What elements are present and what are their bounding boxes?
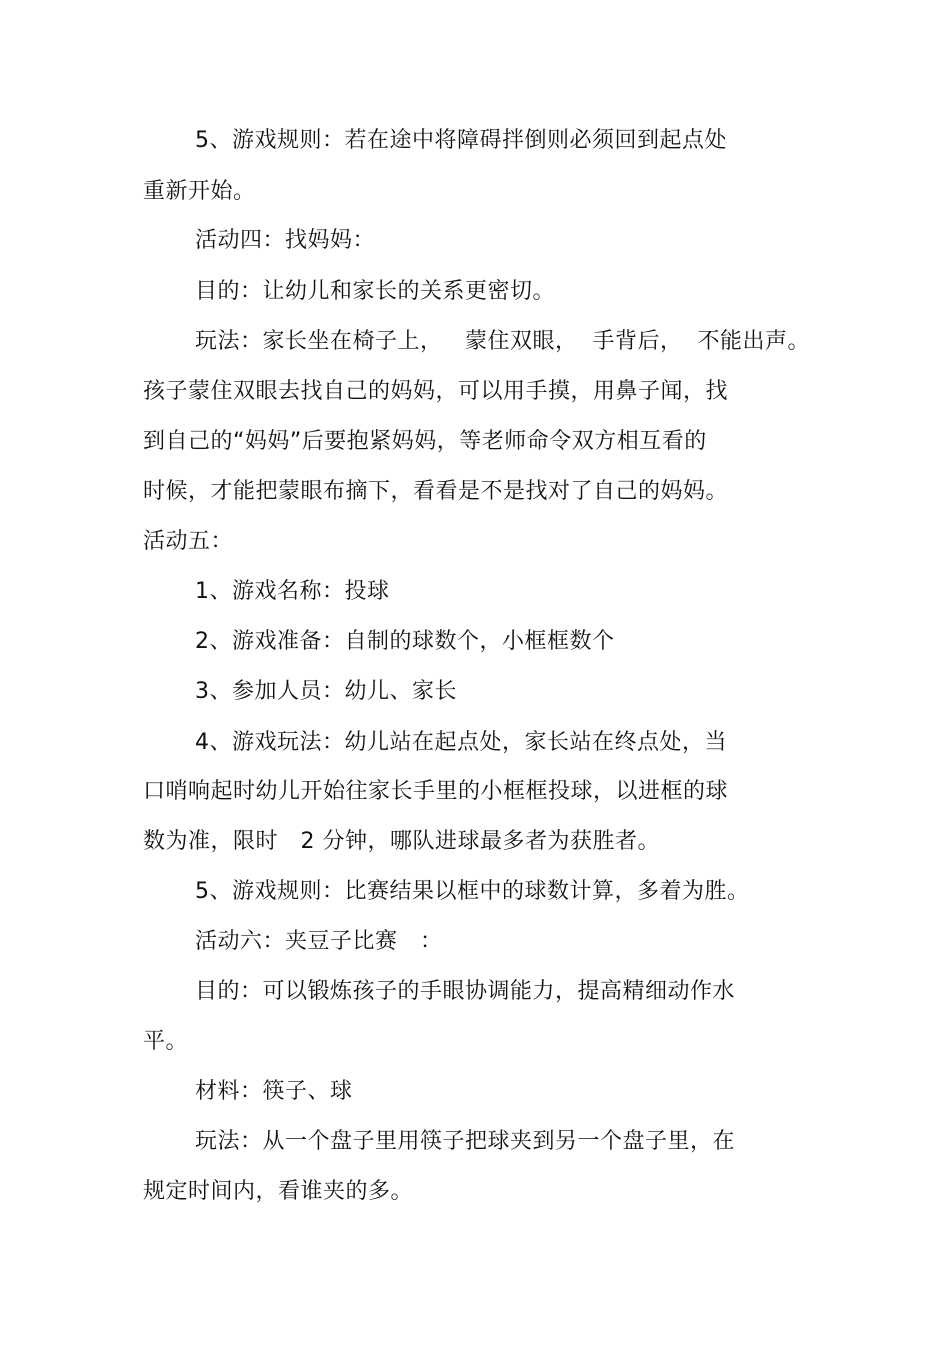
text-line-game-play-b: 口哨响起时幼儿开始往家长手里的小框框投球，以进框的球 <box>143 779 729 804</box>
text-line-play-4d: 时候，才能把蒙眼布摘下，看看是不是找对了自己的妈妈。 <box>143 479 729 504</box>
text-line-rule-5b: 5、游戏规则：比赛结果以框中的球数计算，多着为胜。 <box>195 879 750 904</box>
text-line-game-play-a: 4、游戏玩法：幼儿站在起点处，家长站在终点处，当 <box>195 730 727 755</box>
text-line-play-6a: 玩法：从一个盘子里用筷子把球夹到另一个盘子里，在 <box>195 1129 736 1154</box>
text-line-play-6b: 规定时间内，看谁夹的多。 <box>143 1179 414 1204</box>
text-line-participants: 3、参加人员：幼儿、家长 <box>195 679 457 704</box>
text-line-game-name: 1、游戏名称：投球 <box>195 579 390 604</box>
text-line-purpose-6a: 目的：可以锻炼孩子的手眼协调能力，提高精细动作水 <box>195 979 736 1004</box>
heading-activity-6: 活动六：夹豆子比赛 ： <box>195 929 443 954</box>
text-line-purpose-6b: 平。 <box>143 1029 189 1054</box>
heading-activity-5: 活动五： <box>143 529 234 554</box>
text-line-play-4b: 孩子蒙住双眼去找自己的妈妈，可以用手摸，用鼻子闻，找 <box>143 379 729 404</box>
text-line-game-prep: 2、游戏准备：自制的球数个，小框框数个 <box>195 629 615 654</box>
text-line-materials: 材料：筷子、球 <box>195 1079 353 1104</box>
heading-activity-4: 活动四：找妈妈： <box>195 228 376 253</box>
text-line-game-play-c: 数为准，限时 2 分钟，哪队进球最多者为获胜者。 <box>143 829 660 854</box>
text-line-play-4a: 玩法：家长坐在椅子上， 蒙住双眼， 手背后， 不能出声。 <box>195 329 810 354</box>
text-line-play-4c: 到自己的“妈妈”后要抱紧妈妈，等老师命令双方相互看的 <box>143 429 707 454</box>
text-line-rule-5a: 5、游戏规则：若在途中将障碍拌倒则必须回到起点处 <box>195 128 727 153</box>
text-line-rule-5a-cont: 重新开始。 <box>143 179 256 204</box>
text-line-purpose-4: 目的：让幼儿和家长的关系更密切。 <box>195 279 556 304</box>
